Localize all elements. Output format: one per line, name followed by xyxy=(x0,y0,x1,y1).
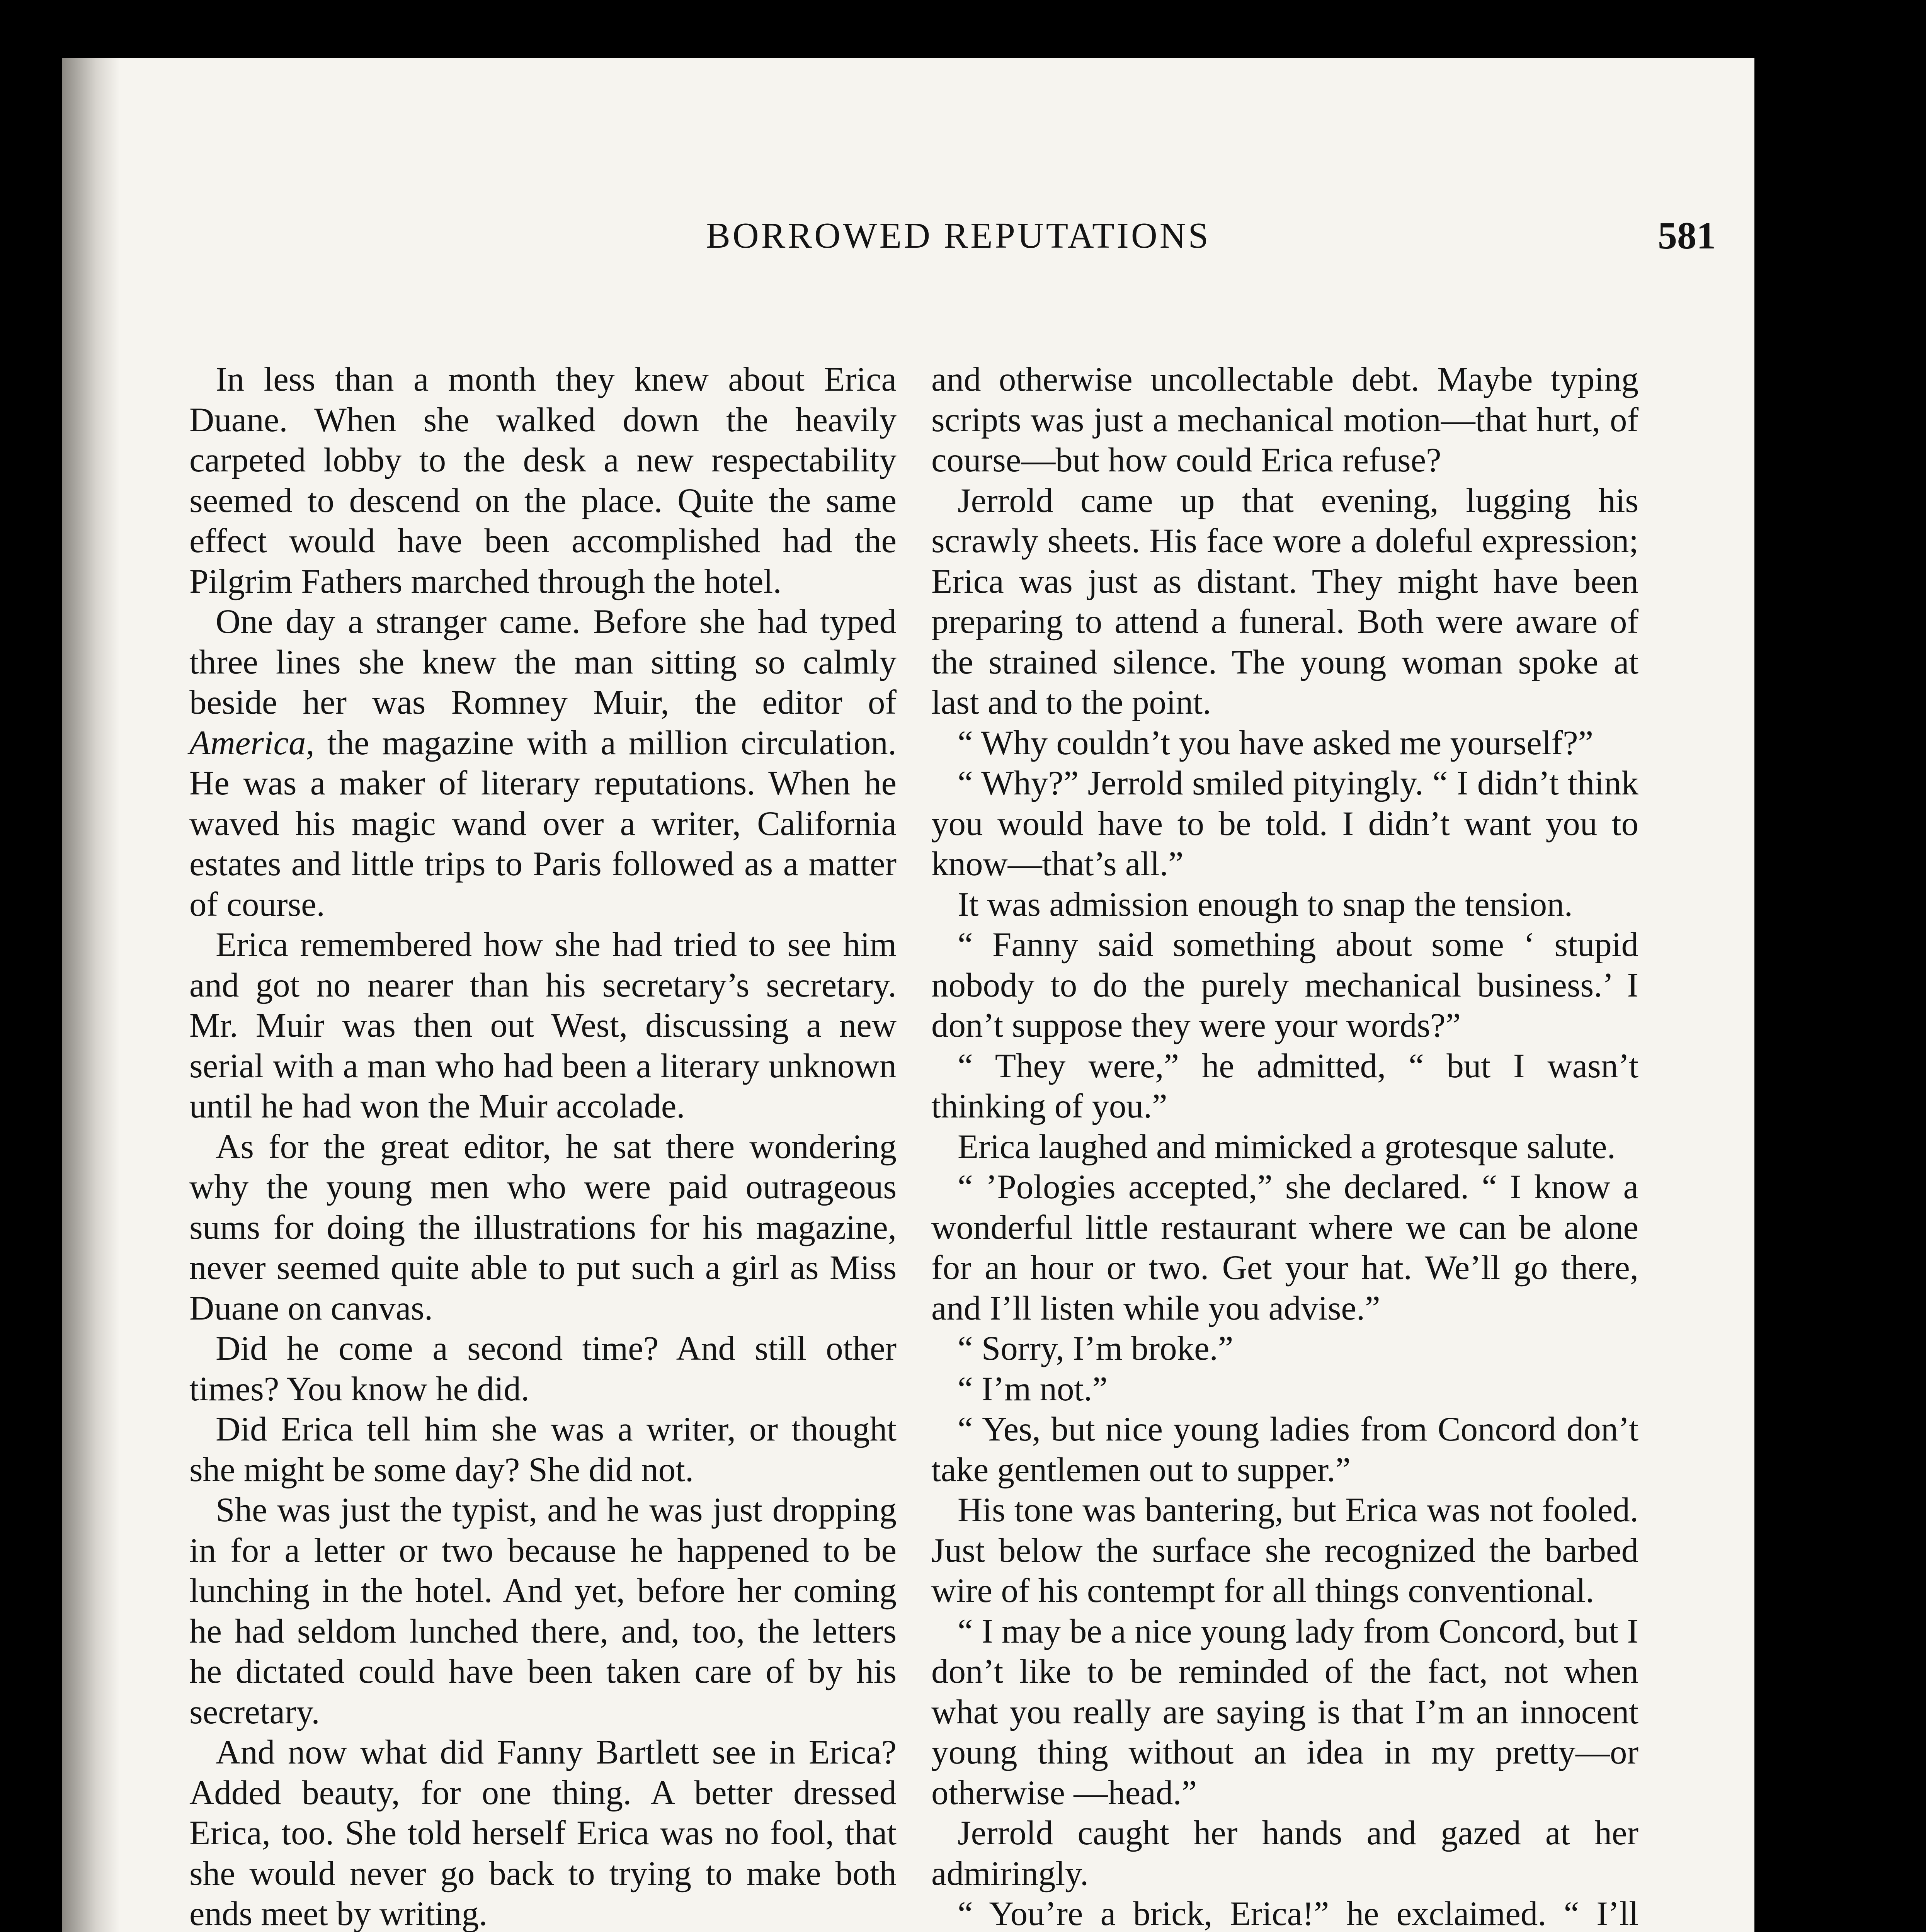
page-gutter-shadow xyxy=(62,58,120,1932)
magazine-title: America, xyxy=(189,724,315,762)
paragraph: Did Erica tell him she was a writer, or thought she might be some day? She did not. xyxy=(189,1410,897,1489)
paragraph: It was admission enough to snap the tension. xyxy=(958,885,1573,923)
paragraph: “ Yes, but nice young ladies from Concord don’t take gentlemen out to supper.” xyxy=(931,1410,1638,1489)
paragraph: And now what did Fanny Bartlett see in Erica? Added beauty, for one thing. A better dressed Erica, too. She told herself Erica was no fool, that she would never go back to trying to make both ends meet by writing. xyxy=(189,1733,897,1932)
text-run: the magazine with a million circulation. He was a maker of literary reputations. When he waved his magic wand over a writer, California estates and little trips to Paris followed as a matter of course. xyxy=(189,724,897,923)
paragraph: “ I’m not.” xyxy=(958,1370,1108,1408)
paragraph: Erica laughed and mimicked a grotesque salute. xyxy=(958,1128,1616,1166)
paragraph: “ Sorry, I’m broke.” xyxy=(958,1330,1234,1367)
paragraph: and otherwise uncollectable debt. Maybe typing scripts was just a mechanical motion—that hurt, of course—but how could Erica refuse? xyxy=(931,361,1638,479)
right-column xyxy=(931,359,1638,1932)
paragraph xyxy=(189,602,897,925)
paragraph: “ I may be a nice young lady from Concord, but I don’t like to be reminded of the fact, not when what you really are saying is that I’m an innocent young thing without an idea in my pretty—or otherwise —head.” xyxy=(931,1612,1638,1812)
paragraph: In less than a month they knew about Erica Duane. When she walked down the heavily carpeted lobby to the desk a new respectability seemed to descend on the place. Quite the same effect would have been accomplished had the Pilgrim Fathers marched through the hotel. xyxy=(189,361,897,600)
book-page xyxy=(62,58,1754,1932)
page-number: 581 xyxy=(1658,214,1716,257)
left-column xyxy=(189,359,897,1932)
paragraph: As for the great editor, he sat there wondering why the young men who were paid outrageous sums for doing the illustrations for his magazine, never seemed quite able to put such a girl as Miss Duane on canvas. xyxy=(189,1128,897,1327)
paragraph: Did he come a second time? And still other times? You know he did. xyxy=(189,1330,897,1408)
paragraph: Jerrold came up that evening, lugging his scrawly sheets. His face wore a doleful expression; Erica was just as distant. They might have been preparing to attend a funeral. Both were aware of the strained silence. The young woman spoke at last and to the point. xyxy=(931,481,1638,721)
running-title: BORROWED REPUTATIONS xyxy=(706,216,1211,256)
paragraph: “ ’Pologies accepted,” she declared. “ I know a wonderful little restaurant where we can be alone for an hour or two. Get your hat. We’ll go there, and I’ll listen while you advise.” xyxy=(931,1168,1638,1327)
paragraph: Erica remembered how she had tried to see him and got no nearer than his secretary’s secretary. Mr. Muir was then out West, discussing a new serial with a man who had been a literary unknown until he had won the Muir accolade. xyxy=(189,926,897,1125)
paragraph: “ Why couldn’t you have asked me yourself?” xyxy=(958,724,1594,762)
page-header xyxy=(193,209,1724,263)
paragraph: She was just the typist, and he was just dropping in for a letter or two because he happened to be lunching in the hotel. And yet, before her coming he had seldom lunched there, and, too, the letters he dictated could have been taken care of by his secretary. xyxy=(189,1491,897,1731)
paragraph: His tone was bantering, but Erica was not fooled. Just below the surface she recognized the barbed wire of his contempt for all things conventional. xyxy=(931,1491,1638,1610)
paragraph: “ Why?” Jerrold smiled pityingly. “ I didn’t think you would have to be told. I didn’t want you to know—that’s all.” xyxy=(931,764,1638,883)
text-run: One day a stranger came. Before she had typed three lines she knew the man sitting so calmly beside her was Romney Muir, the editor of xyxy=(189,603,897,721)
paragraph: “ They were,” he admitted, “ but I wasn’t thinking of you.” xyxy=(931,1047,1638,1125)
paragraph: “ Fanny said something about some ‘ stupid nobody to do the purely mechanical business.’ I don’t suppose they were your words?” xyxy=(931,926,1638,1044)
paragraph: Jerrold caught her hands and gazed at her admiringly. xyxy=(931,1814,1638,1893)
paragraph: “ You’re a brick, Erica!” he exclaimed. “ I’ll xyxy=(958,1895,1638,1932)
